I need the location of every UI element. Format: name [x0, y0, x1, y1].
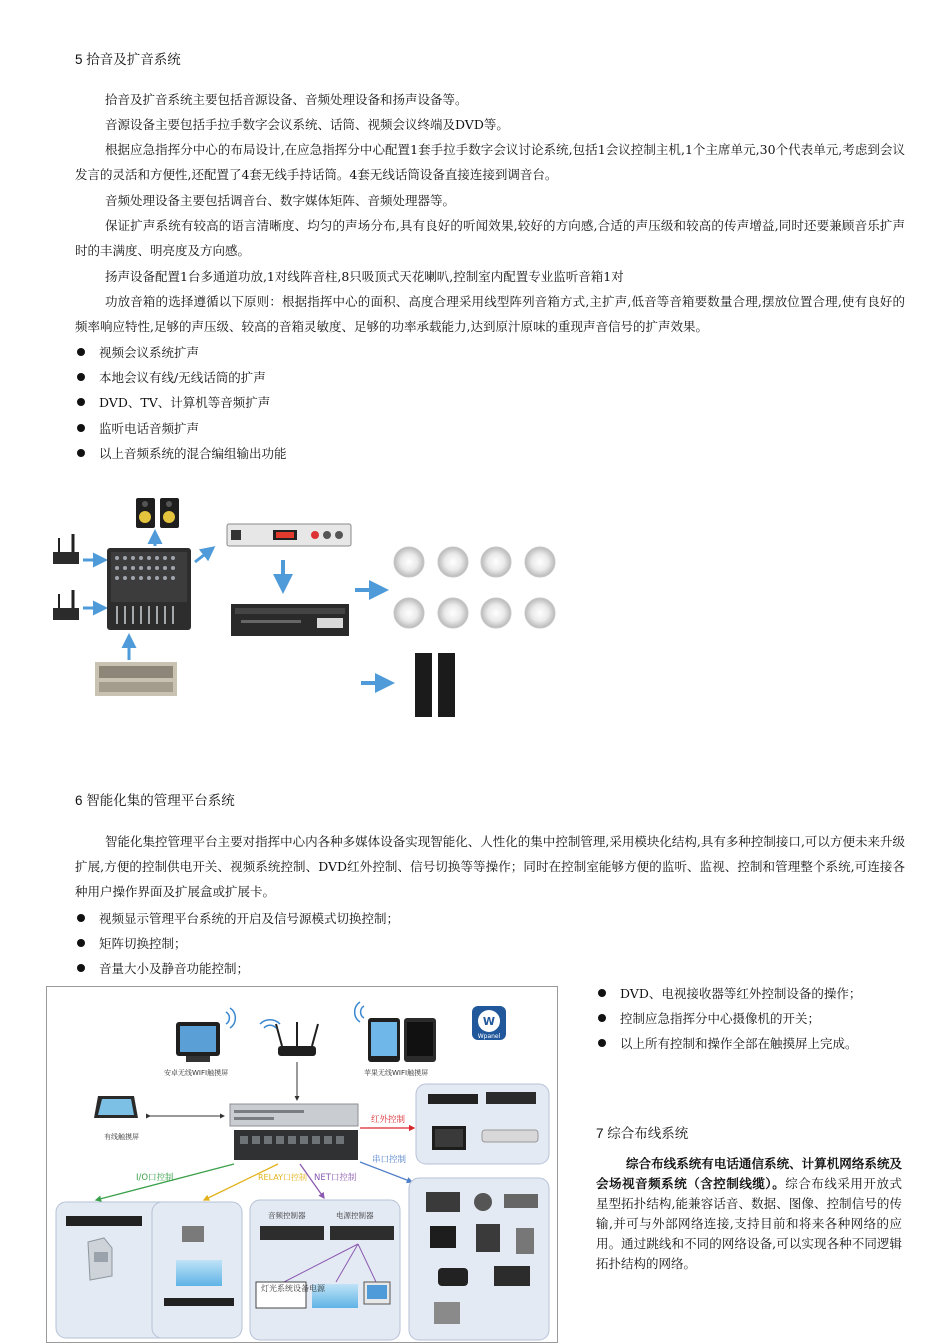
wired-pad-label: 有线触摸屏 — [104, 1133, 139, 1141]
section-6-heading: 6 智能化集的管理平台系统 — [75, 793, 235, 808]
s5-bullet-list — [75, 340, 287, 466]
s6-right-bullet-list — [596, 981, 861, 1057]
bullet-item: 以上所有控制和操作全部在触摸屏上完成。 — [596, 1031, 861, 1056]
line-array-columns-image — [415, 653, 455, 717]
relay-control-label: RELAY口控制 — [258, 1173, 307, 1182]
io-control-label: I/O口控制 — [136, 1173, 174, 1183]
bullet-item: DVD、电视接收器等红外控制设备的操作； — [596, 981, 861, 1006]
bullet-item: DVD、TV、计算机等音频扩声 — [75, 390, 287, 415]
wired-touchpanel-image — [94, 1096, 138, 1118]
android-touchpanel-image — [176, 1022, 220, 1062]
s5-paragraph: 扬声设备配置1台多通道功放,1对线阵音柱,8只吸顶式天花喇叭,控制室内配置专业监听音箱1对 — [105, 269, 624, 284]
lighting-power-label: 灯光系统设备电源 — [261, 1284, 325, 1293]
ceiling-speakers-image — [394, 547, 555, 628]
bullet-item: 视频会议系统扩声 — [75, 340, 287, 365]
s6-bullet-list — [75, 906, 399, 982]
s6-paragraph: 智能化集控管理平台主要对指挥中心内各种多媒体设备实现智能化、人性化的集中控制管理,采用模块化结构,具有多种控制接口,可以方便未来升级扩展,方便的控制供电开关、视频系统控制、DVD红外控制、信号切换等等操作；同时在控制室能够方便的监听、监视、控制和管理整个系统,可连接各种用户操作界面及扩展盒或扩展卡。 — [75, 834, 905, 899]
svg-text:W: W — [482, 1015, 496, 1028]
bullet-item: 控制应急指挥分中心摄像机的开关； — [596, 1006, 861, 1031]
audio-processor-image — [227, 524, 351, 546]
section-7-heading: 7 综合布线系统 — [596, 1126, 689, 1141]
power-amplifier-image — [231, 604, 349, 636]
s7-paragraph — [596, 1154, 902, 1274]
s5-paragraph: 保证扩声系统有较高的语言清晰度、均匀的声场分布,具有良好的听闻效果,较好的方向感,合适的声压级和较高的传声增益,同时还要兼顾音乐扩声时的丰满度、明亮度及方向感。 — [75, 218, 905, 258]
central-control-diagram — [46, 986, 559, 1344]
wireless-mic-2 — [53, 590, 79, 620]
apple-pad-label: 苹果无线WIFI触摸屏 — [364, 1069, 429, 1077]
conference-host-image — [95, 662, 177, 696]
s5-paragraph: 拾音及扩音系统主要包括音源设备、音频处理设备和扬声设备等。 — [105, 92, 468, 107]
bullet-item: 监听电话音频扩声 — [75, 416, 287, 441]
serial-control-label: 串口控制 — [372, 1155, 407, 1165]
net-control-label: NET口控制 — [314, 1173, 357, 1183]
s5-paragraph: 功放音箱的选择遵循以下原则：根据指挥中心的面积、高度合理采用线型阵列音箱方式,主扩声,低音等音箱要数量合理,摆放位置合理,使有良好的频率响应特性,足够的声压级、较高的音箱灵敏度、足够的功率承载能力,达到原汁原味的重现声音信号的扩声效果。 — [75, 294, 905, 334]
s7-bold-lead: 综合布线系统有电话通信系统、计算机网络系统及会场视音频系统（含控制线缆）。 — [596, 1157, 902, 1191]
ir-control-label: 红外控制 — [371, 1115, 406, 1125]
audio-controller-label: 音频控制器 — [268, 1211, 306, 1220]
mixer-console-image — [107, 548, 191, 630]
bullet-item: 矩阵切换控制； — [75, 931, 399, 956]
audio-system-diagram — [45, 490, 565, 725]
android-pad-label: 安卓无线WIFI触摸屏 — [164, 1069, 229, 1077]
bullet-item: 本地会议有线/无线话筒的扩声 — [75, 365, 287, 390]
bullet-item: 以上音频系统的混合编组输出功能 — [75, 441, 287, 466]
s7-text: 综合布线采用开放式星型拓扑结构,能兼容话音、数据、图像、控制信号的传输,并可与外部网络连接,支持目前和将来各种网络的应用。通过跳线和不同的网络设备,可以实现各种不同逻辑拓扑结构的网络。 — [596, 1176, 902, 1271]
s5-paragraph: 根据应急指挥分中心的布局设计,在应急指挥分中心配置1套手拉手数字会议讨论系统,包括1会议控制主机,1个主席单元,30个代表单元,考虑到会议发言的灵活和方便性,还配置了4套无线手持话筒。4套无线话筒设备直接连接到调音台。 — [75, 142, 905, 182]
central-control-host-image — [230, 1104, 358, 1160]
s5-paragraph: 音频处理设备主要包括调音台、数字媒体矩阵、音频处理器等。 — [105, 193, 456, 208]
app-label: Wpanel — [477, 1033, 501, 1040]
s5-paragraph: 音源设备主要包括手拉手数字会议系统、话筒、视频会议终端及DVD等。 — [105, 117, 509, 132]
section-5-heading: 5 拾音及扩音系统 — [75, 52, 181, 67]
bullet-item: 视频显示管理平台系统的开启及信号源模式切换控制； — [75, 906, 399, 931]
monitor-speakers-image — [136, 498, 179, 528]
bullet-item: 音量大小及静音功能控制； — [75, 956, 399, 981]
power-controller-label: 电源控制器 — [336, 1211, 374, 1220]
wireless-mic-1 — [53, 534, 79, 564]
